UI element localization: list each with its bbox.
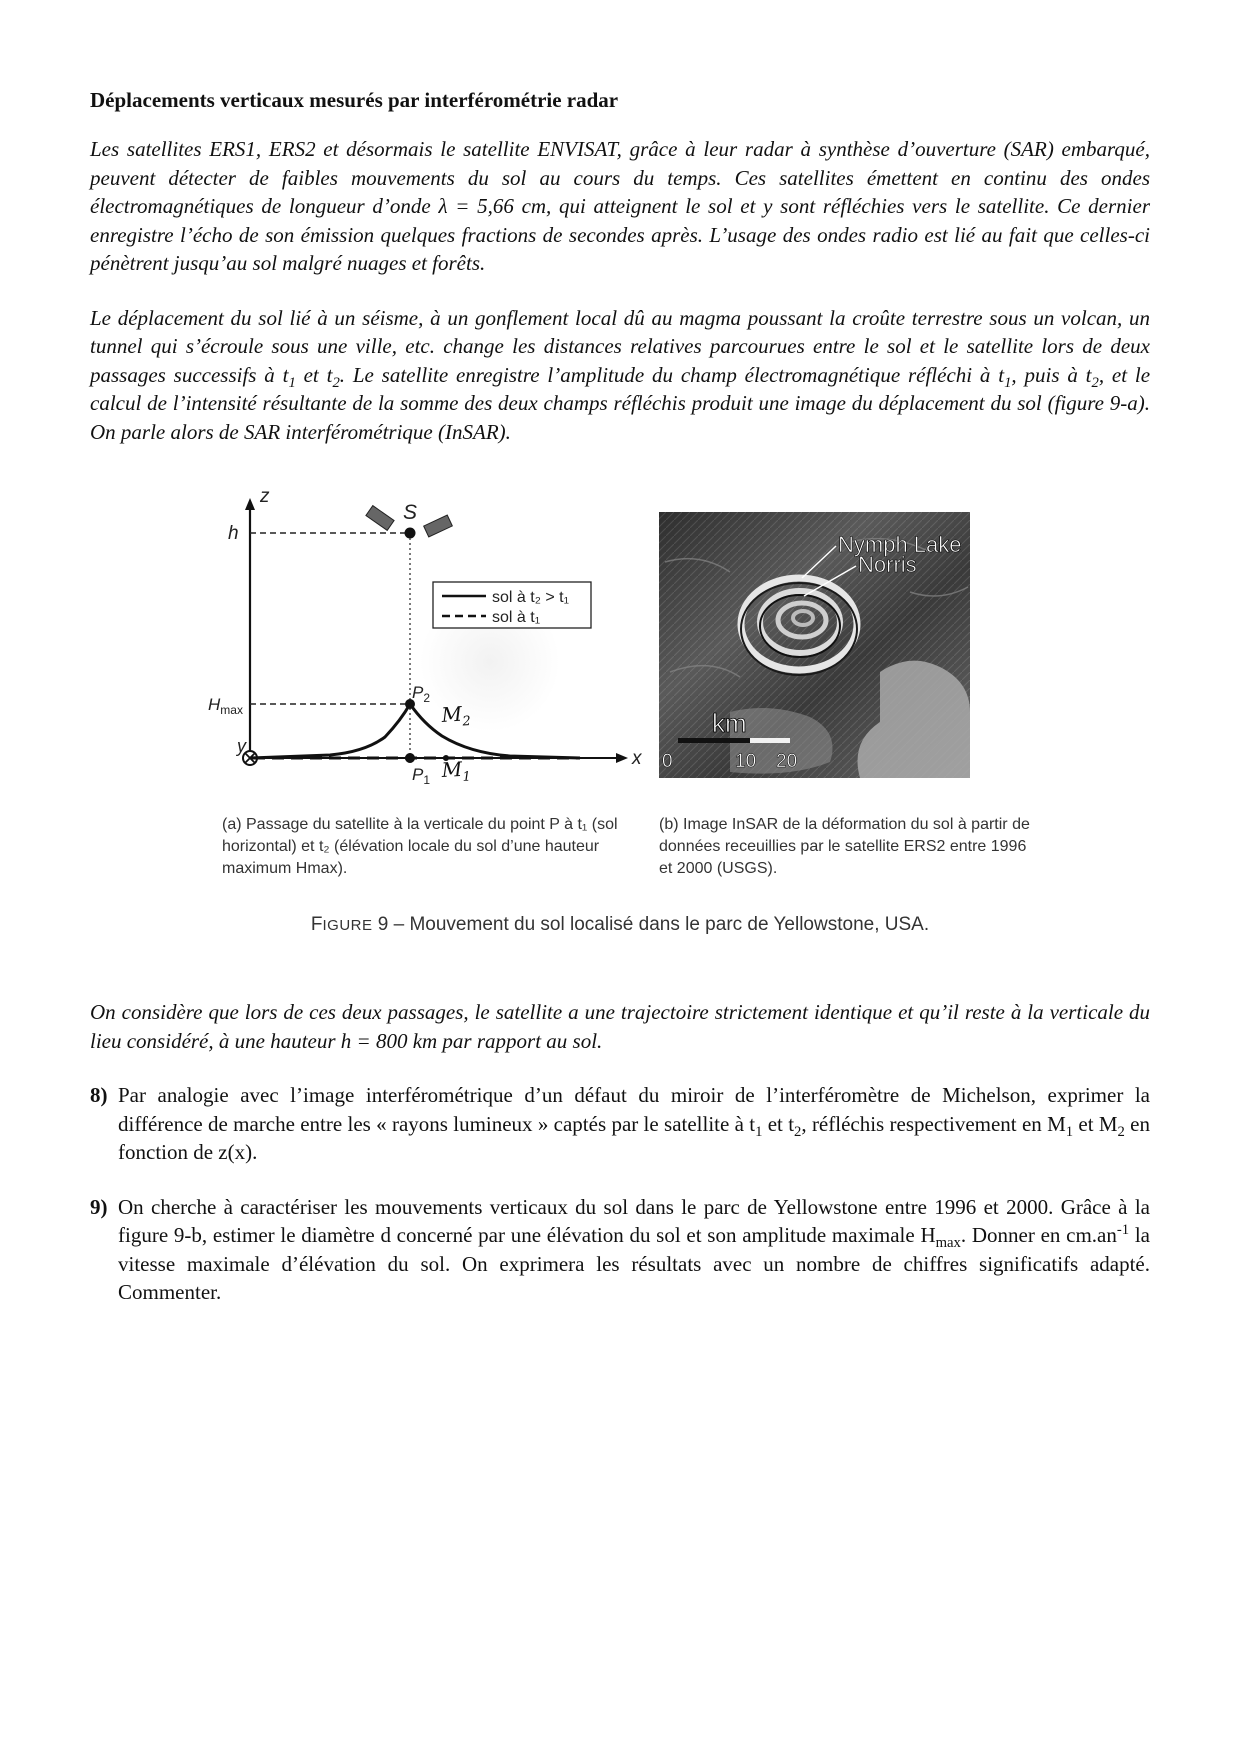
point-p1 [405, 753, 415, 763]
subscript: 2 [1117, 1123, 1125, 1140]
legend-solid-label: sol à t₂ > t₁ [492, 589, 569, 606]
scale-tick-0: 0 [662, 751, 673, 772]
legend-dashed-label: sol à t₁ [492, 609, 541, 626]
question-9-text: On cherche à caractériser les mouvements verticaux du sol dans le parc de Yellowstone entre 1996 et 2000. Grâce à la figure 9-b, estimer le diamètre d concerné par une élévation du sol et son amplitude maximale H [118, 1194, 1150, 1247]
figure-title-smallcaps: IGURE [322, 917, 373, 934]
subscript: 2 [794, 1123, 802, 1140]
para2-text: Le déplacement du sol lié à un séisme, à un gonflement local dû au magma poussant la croûte terrestre sous un volcan, un tunnel qui s’écroule sous une ville, etc. change les distances relatives parcourues entre le sol et le satellite lors de deux passages successifs à t [90, 305, 1150, 387]
subscript: 1 [1004, 374, 1012, 391]
subscript: 1 [288, 374, 296, 391]
subscript: 1 [1065, 1123, 1074, 1140]
z-axis-arrow-icon [245, 498, 255, 510]
caption-figure-9a: (a) Passage du satellite à la verticale du point P à t₁ (sol horizontal) et t₂ (élévation locale du sol d’une hauteur maximum Hmax). [222, 816, 618, 877]
subscript: 2 [1091, 374, 1099, 391]
question-8-text: et t [762, 1111, 795, 1136]
question-9-text: . Donner en cm.an [960, 1223, 1117, 1247]
para1-text-b: = 5,66 cm, qui atteignent le sol et y sont réfléchies vers le satellite. Ce dernier enregistre l’écho de son émission quelques fractions de secondes après. L’usage des ondes radio est lié au fait que celles-ci pénètrent jusqu’au sol malgré nuages et forêts. [90, 194, 1150, 275]
figure-9 [90, 472, 1150, 972]
z-axis-label: z [260, 486, 270, 507]
para1-text-a: Les satellites ERS1, ERS2 et désormais le satellite ENVISAT, grâce à leur radar à synthèse d’ouverture (SAR) embarqué, peuvent détecter de faibles mouvements du sol au cours du temps. Ces satellites émettent en continu des ondes électromagnétiques de longueur d’onde [90, 137, 1150, 218]
paragraph-hypothesis: On considère que lors de ces deux passages, le satellite a une trajectoire strictement identique et qu’il reste à la verticale du lieu considéré, à une hauteur h = 800 km par rapport au sol. [90, 1000, 1150, 1053]
question-9-text: la vitesse maximale d’élévation du sol. On exprimera les résultats avec un nombre de chiffres significatifs adapté. Commenter. [118, 1223, 1151, 1304]
legend [433, 582, 591, 628]
subscript: max [935, 1235, 961, 1252]
lambda-symbol: λ [438, 194, 448, 218]
question-8-text: Par analogie avec l’image interférométrique d’un défaut du miroir de l’interféromètre de Michelson, exprimer la différence de marche entre les « rayons lumineux » captés par le satellite à t [118, 1083, 1150, 1136]
nymph-lake-label: Nymph Lake [838, 532, 962, 557]
scale-tick-20: 20 [776, 751, 798, 772]
m1-letter: M [441, 756, 463, 782]
subscript: 2 [332, 374, 340, 391]
scale-tick-10: 10 [735, 751, 757, 772]
h-label: h [228, 523, 239, 544]
question-8-text: en fonction de z(x). [118, 1111, 1150, 1164]
m2-letter: M [440, 701, 463, 727]
question-9 [90, 1193, 1150, 1307]
panel-a-diagram [208, 486, 643, 787]
subscript: 1 [755, 1123, 763, 1140]
figure-9-title [90, 914, 1150, 936]
question-8-number: 8) [90, 1083, 108, 1107]
y-axis-label: y [237, 736, 246, 756]
question-9-number: 9) [90, 1194, 108, 1219]
p2-letter: P [412, 683, 424, 702]
paragraph-insar [90, 304, 1150, 447]
m2-subscript: 2 [462, 714, 472, 730]
p1-letter: P [412, 765, 424, 784]
scale-unit-label: km [712, 708, 747, 738]
hmax-subscript: max [220, 703, 243, 717]
question-8-text: , réfléchis respectivement en M [801, 1111, 1066, 1136]
caption-figure-9b: (b) Image InSAR de la déformation du sol à partir de données receuillies par le satellite ERS2 entre 1996 et 2000 (USGS). [659, 816, 1030, 877]
question-8-text: et M [1073, 1111, 1118, 1136]
p2-subscript: 2 [423, 691, 431, 705]
x-axis-label: x [632, 748, 642, 769]
para2-text: , puis à t [1011, 362, 1092, 387]
norris-label: Norris [858, 552, 917, 577]
figure-title-initial: F [310, 914, 323, 935]
m1-subscript: 1 [462, 769, 472, 785]
para2-text: , et le calcul de l’intensité résultante de la somme des deux champs réfléchis produit une image du déplacement du sol (figure 9-a). On parle alors de SAR interférométrique (InSAR). [90, 362, 1151, 444]
hmax-letter: H [208, 695, 221, 714]
hmax-label [208, 695, 243, 717]
p1-subscript: 1 [423, 773, 431, 787]
scale-segment-dark [678, 738, 750, 743]
document-title: Déplacements verticaux mesurés par interférométrie radar [90, 88, 619, 112]
x-axis-arrow-icon [616, 753, 628, 763]
para2-text: . Le satellite enregistre l’amplitude du champ électromagnétique réfléchi à t [339, 362, 1005, 387]
satellite-label: S [403, 501, 418, 524]
para2-text: et t [295, 362, 333, 387]
superscript: -1 [1116, 1222, 1130, 1238]
figure-title-rest: 9 – Mouvement du sol localisé dans le parc de Yellowstone, USA. [372, 914, 930, 935]
panel-b-insar-image [659, 512, 970, 778]
scale-segment-light [750, 738, 790, 743]
m1-handwritten-label [440, 757, 471, 787]
p1-label [412, 765, 430, 787]
question-8 [90, 1081, 1150, 1167]
paragraph-sar-intro [90, 135, 1150, 278]
